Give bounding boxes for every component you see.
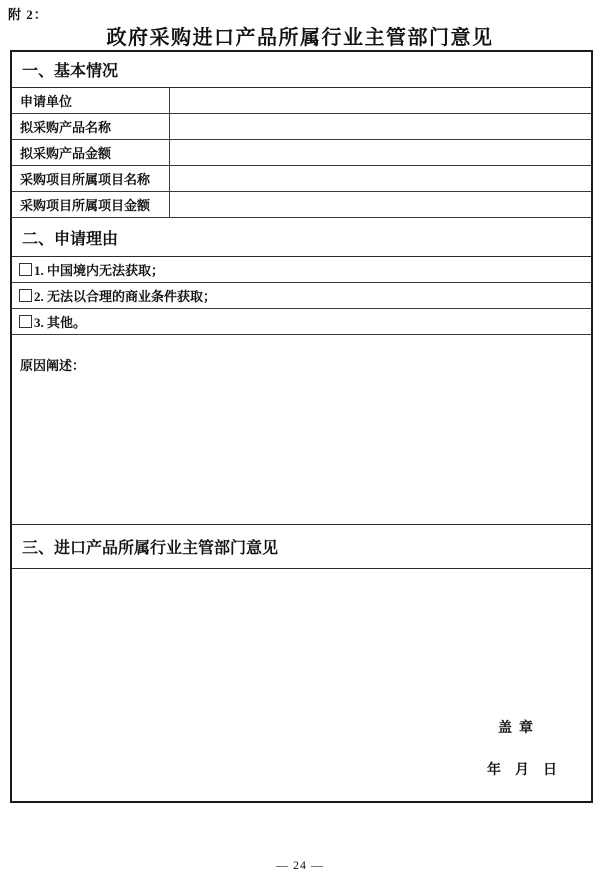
row-label-project-name: 采购项目所属项目名称 xyxy=(12,166,170,191)
table-row xyxy=(12,166,591,192)
checkbox-icon[interactable] xyxy=(19,289,32,302)
reason-option-label: 3. 其他。 xyxy=(34,315,87,330)
form-table xyxy=(10,50,593,803)
table-row xyxy=(12,140,591,166)
row-label-project-amount: 采购项目所属项目金额 xyxy=(12,192,170,217)
page-title: 政府采购进口产品所属行业主管部门意见 xyxy=(106,27,494,49)
row-value-product-amount[interactable] xyxy=(170,140,591,165)
reason-option-label: 1. 中国境内无法获取； xyxy=(34,263,165,278)
row-label-product-amount: 拟采购产品金额 xyxy=(12,140,170,165)
date-label: 年 月 日 xyxy=(487,763,557,778)
table-row xyxy=(12,88,591,114)
reason-statement-label: 原因阐述： xyxy=(20,358,86,373)
table-row xyxy=(12,114,591,140)
reason-option-2 xyxy=(12,283,591,309)
checkbox-icon[interactable] xyxy=(19,263,32,276)
page-number: — 24 — xyxy=(276,858,324,872)
section-basic-heading: 一、基本情况 xyxy=(12,52,591,88)
attachment-label: 附 2： xyxy=(8,7,48,22)
section-opinion-heading: 三、进口产品所属行业主管部门意见 xyxy=(12,524,591,569)
row-label-product-name: 拟采购产品名称 xyxy=(12,114,170,139)
row-value-project-amount[interactable] xyxy=(170,192,591,217)
row-value-applicant-unit[interactable] xyxy=(170,88,591,113)
row-value-product-name[interactable] xyxy=(170,114,591,139)
row-label-applicant-unit: 申请单位 xyxy=(12,88,170,113)
stamp-label: 盖 章 xyxy=(498,721,533,736)
reason-option-1 xyxy=(12,257,591,283)
reason-statement-area[interactable] xyxy=(12,335,591,525)
section-reason-heading: 二、申请理由 xyxy=(12,218,591,257)
checkbox-icon[interactable] xyxy=(19,315,32,328)
table-row xyxy=(12,192,591,218)
row-value-project-name[interactable] xyxy=(170,166,591,191)
reason-option-3 xyxy=(12,309,591,335)
reason-option-label: 2. 无法以合理的商业条件获取； xyxy=(34,289,217,304)
opinion-area[interactable] xyxy=(12,569,591,801)
